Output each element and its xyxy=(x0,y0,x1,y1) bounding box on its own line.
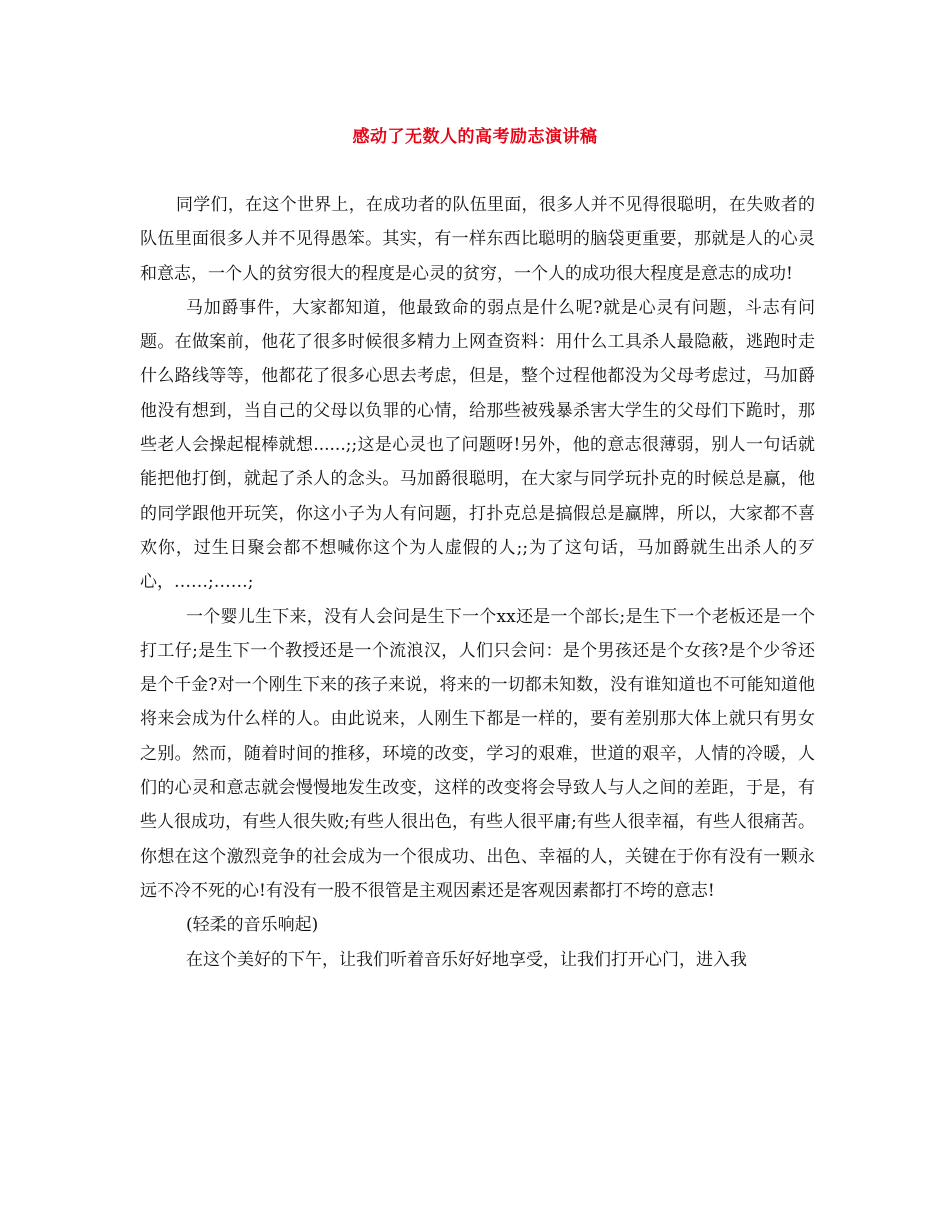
paragraph-3: 一个婴儿生下来，没有人会问是生下一个xx还是一个部长;是生下一个老板还是一个打工仔;是生下一个教授还是一个流浪汉，人们只会问：是个男孩还是个女孩?是个少爷还是个千金?对一个刚生下来的孩子来说，将来的一切都未知数，没有谁知道也不可能知道他将来会成为什么样的人。由此说来，人刚生下都是一样的，要有差别那大体上就只有男女之别。然而，随着时间的推移，环境的改变，学习的艰难，世道的艰辛，人情的冷暖，人们的心灵和意志就会慢慢地发生改变，这样的改变将会导致人与人之间的差距，于是，有些人很成功，有些人很失败;有些人很出色，有些人很平庸;有些人很幸福，有些人很痛苦。你想在这个激烈竞争的社会成为一个很成功、出色、幸福的人，关键在于你有没有一颗永远不冷不死的心!有没有一股不很管是主观因素还是客观因素都打不垮的意志! xyxy=(140,606,815,901)
document-title: 感动了无数人的高考励志演讲稿 xyxy=(352,127,598,147)
document-body xyxy=(140,188,815,977)
paragraph-5: 在这个美好的下午，让我们听着音乐好好地享受，让我们打开心门，进入我 xyxy=(186,949,747,970)
paragraph-2: 马加爵事件，大家都知道，他最致命的弱点是什么呢?就是心灵有问题，斗志有问题。在做案前，他花了很多时候很多精力上网查资料：用什么工具杀人最隐蔽，逃跑时走什么路线等等，他都花了很多心思去考虑，但是，整个过程他都没为父母考虑过，马加爵他没有想到，当自己的父母以负罪的心情，给那些被残暴杀害大学生的父母们下跪时，那些老人会操起棍棒就想......;;这是心灵也了问题呀!另外，他的意志很薄弱，别人一句话就能把他打倒，就起了杀人的念头。马加爵很聪明，在大家与同学玩扑克的时候总是赢，他的同学跟他开玩笑，你这小子为人有问题，打扑克总是搞假总是赢牌，所以，大家都不喜欢你，过生日聚会都不想喊你这个为人虚假的人;;为了这句话，马加爵就生出杀人的歹心，……;……; xyxy=(140,297,815,593)
paragraph-4: (轻柔的音乐响起) xyxy=(186,915,319,936)
paragraph-1: 同学们，在这个世界上，在成功者的队伍里面，很多人并不见得很聪明，在失败者的队伍里面很多人并不见得愚笨。其实，有一样东西比聪明的脑袋更重要，那就是人的心灵和意志，一个人的贫穷很大的程度是心灵的贫穷，一个人的成功很大程度是意志的成功! xyxy=(140,195,815,284)
